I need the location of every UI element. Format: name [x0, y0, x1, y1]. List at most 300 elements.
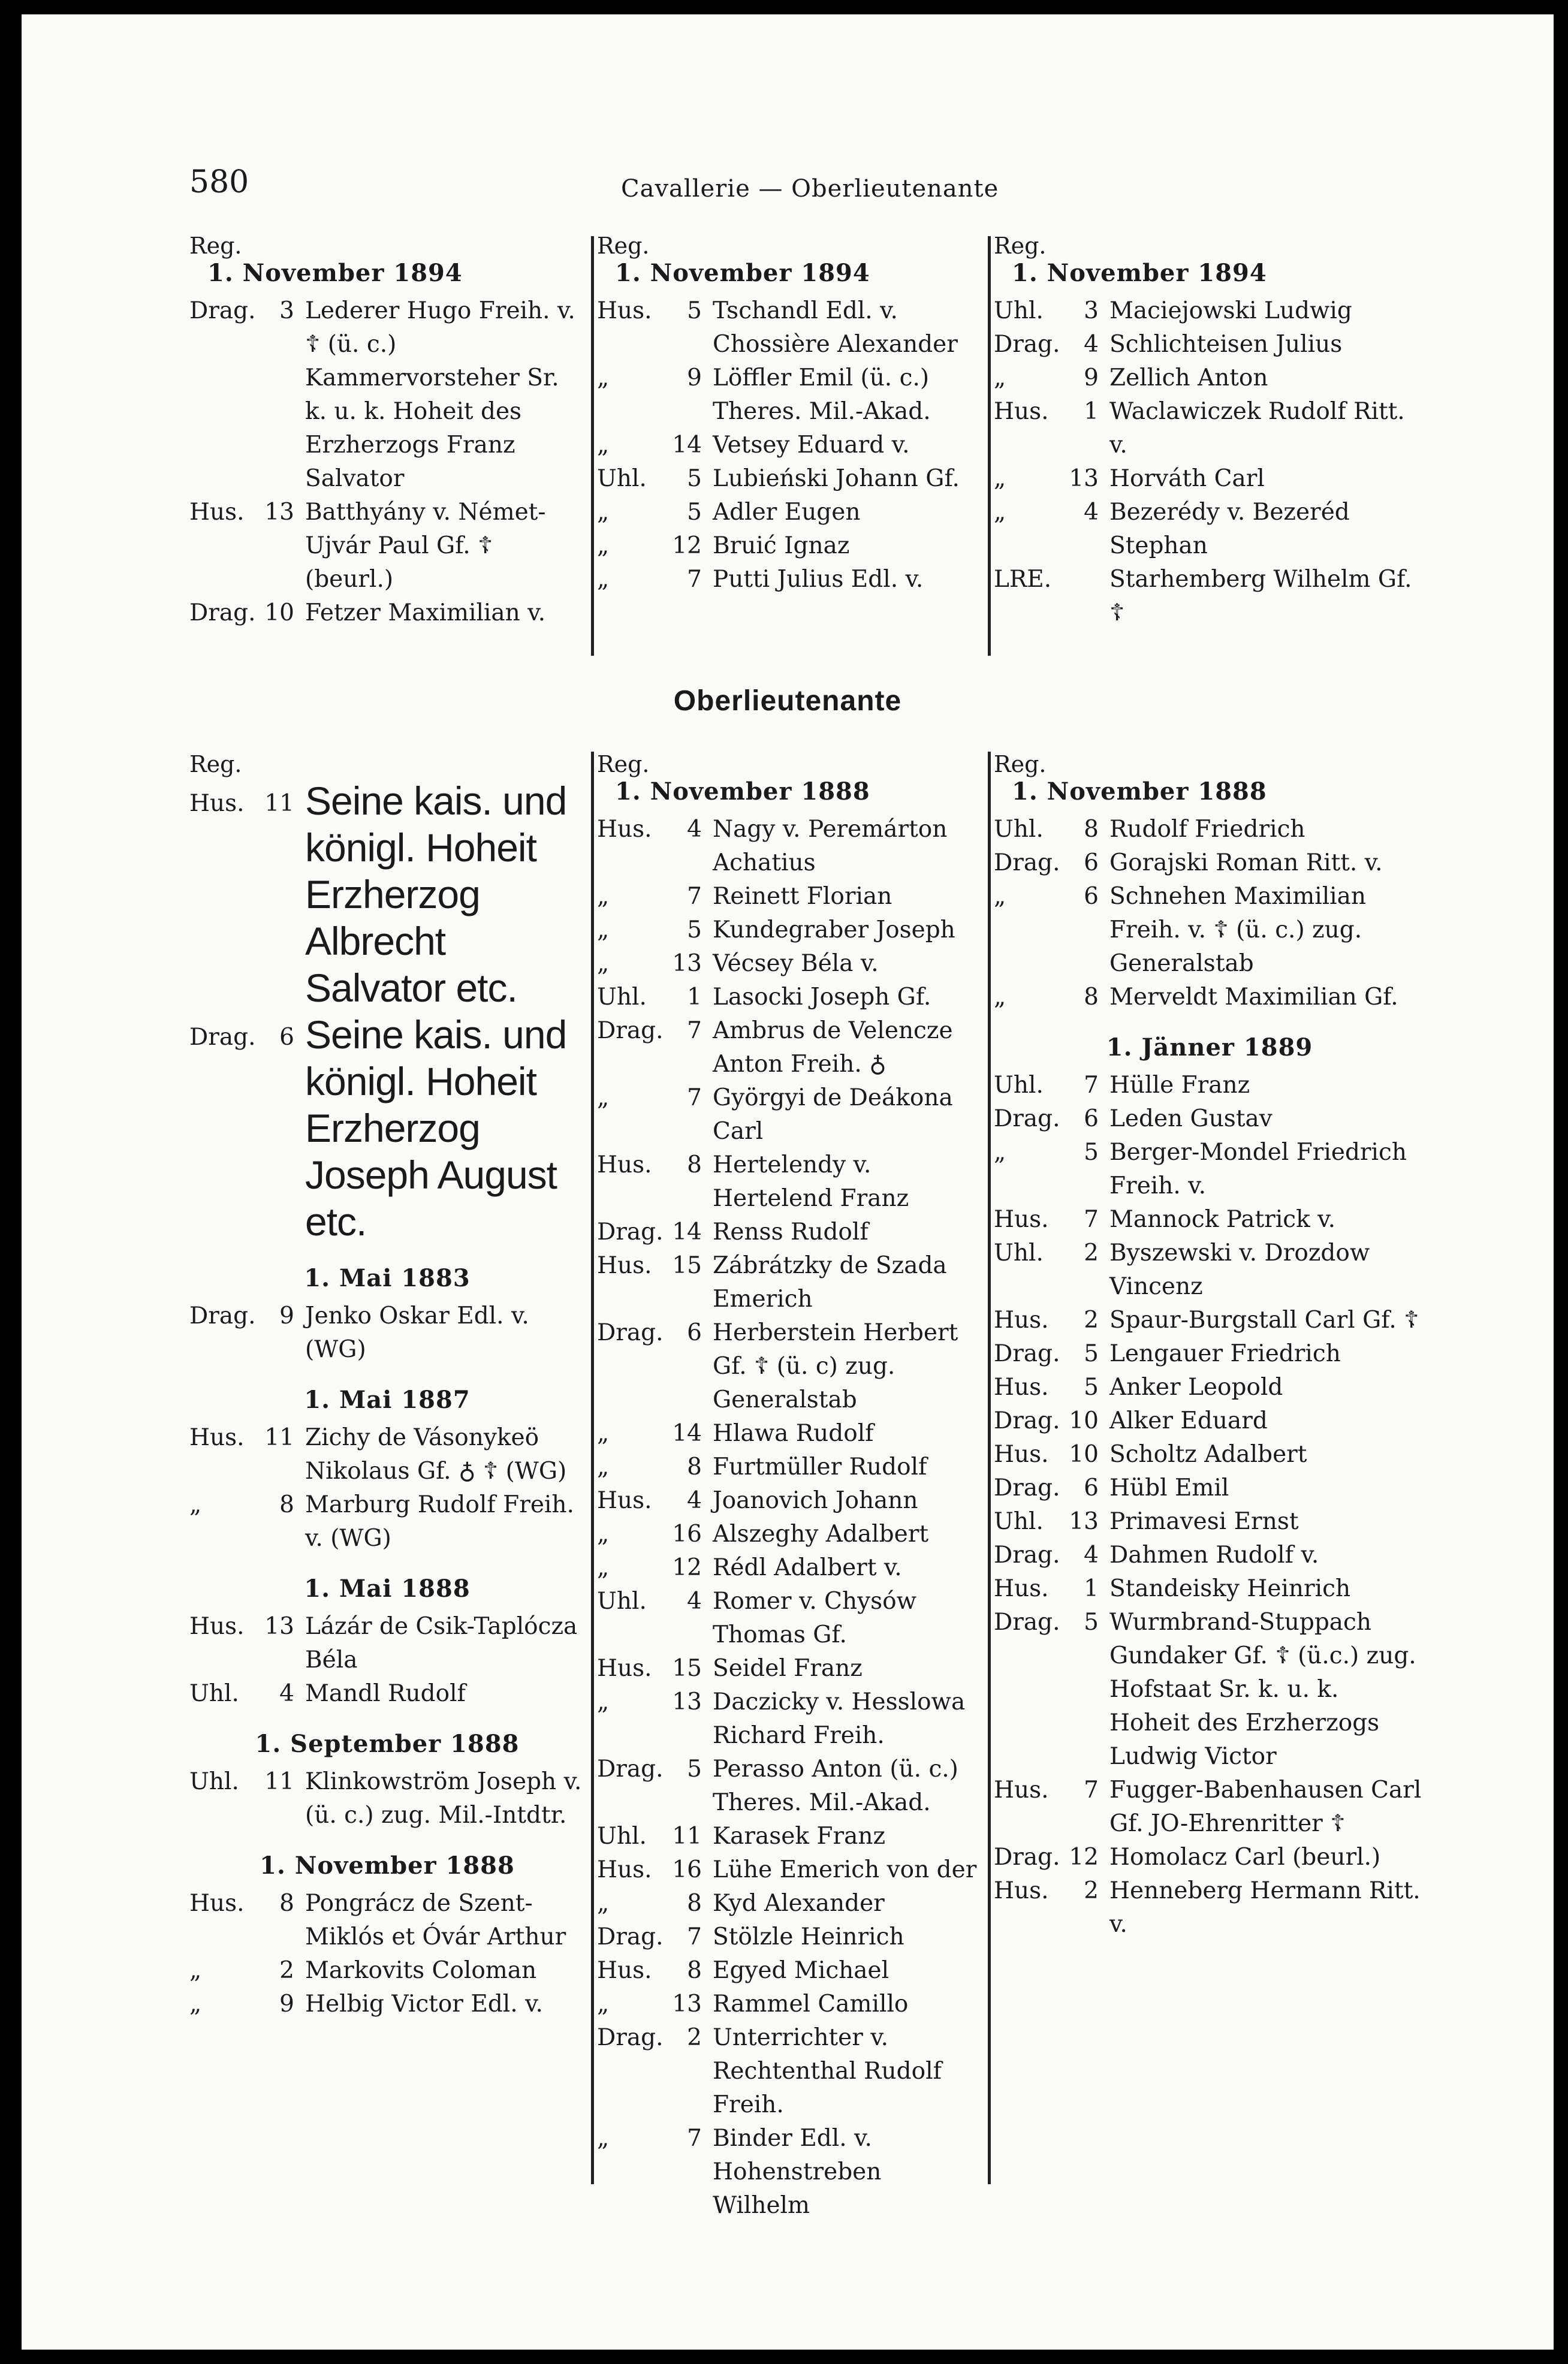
regiment-branch: Hus. — [597, 1487, 652, 1514]
list-entry — [597, 294, 981, 361]
list-entry — [597, 947, 981, 981]
list-entry — [994, 462, 1425, 496]
list-entry — [597, 1316, 981, 1417]
regiment-branch: Uhl. — [994, 297, 1044, 324]
regiment-branch: „ — [597, 883, 610, 910]
regiment-number: 8 — [687, 1890, 702, 1917]
date-heading: 1. Jänner 1889 — [1106, 1033, 1313, 1062]
regiment-branch: Uhl. — [994, 1508, 1044, 1535]
regiment-number: 4 — [1084, 331, 1099, 358]
regiment-number: 7 — [1084, 1206, 1099, 1233]
officer-name: Putti Julius Edl. v. — [713, 566, 924, 593]
officer-name: Henneberg Hermann Ritt. v. — [1109, 1877, 1421, 1938]
regiment-branch: Drag. — [994, 1105, 1060, 1132]
officer-name: Homolacz Carl (beurl.) — [1109, 1844, 1381, 1871]
list-entry — [189, 1488, 585, 1555]
officer-name: Zábrátzky de Szada Emerich — [713, 1252, 947, 1313]
regiment-branch: Drag. — [994, 1340, 1060, 1367]
list-entry — [994, 1841, 1425, 1874]
regiment-number: 4 — [1084, 1542, 1099, 1569]
regiment-branch: „ — [597, 1554, 610, 1581]
regiment-branch: „ — [597, 432, 610, 459]
list-entry — [994, 1539, 1425, 1572]
date-heading: 1. November 1888 — [260, 1852, 515, 1880]
regiment-number: 7 — [687, 1084, 702, 1111]
regiment-number: 16 — [672, 1856, 702, 1883]
officer-name: Reinett Florian — [713, 883, 892, 910]
list-entry — [994, 1102, 1425, 1136]
list-entry — [189, 1677, 585, 1711]
regiment-number: 5 — [687, 1756, 702, 1783]
regiment-number: 7 — [687, 2125, 702, 2152]
list-entry — [189, 1610, 585, 1677]
regiment-number: 12 — [672, 1554, 702, 1581]
regiment-branch: „ — [597, 950, 610, 977]
regiment-number: 6 — [687, 1319, 702, 1346]
list-entry — [597, 361, 981, 429]
officer-name: Romer v. Chysów Thomas Gf. — [713, 1588, 917, 1648]
list-entry — [994, 1438, 1425, 1472]
list-entry — [994, 328, 1425, 361]
regiment-number: 6 — [279, 1024, 294, 1051]
date-heading: 1. Mai 1888 — [304, 1575, 471, 1603]
list-entry — [994, 361, 1425, 395]
officer-name: Unterrichter v. Rechtenthal Rudolf Freih. — [713, 2024, 942, 2118]
regiment-number: 8 — [687, 1454, 702, 1480]
list-entry — [189, 596, 585, 630]
regiment-number: 5 — [687, 297, 702, 324]
reg-label: Reg. — [189, 233, 242, 259]
regiment-branch: Uhl. — [994, 816, 1044, 843]
list-entry — [597, 529, 981, 563]
date-heading: 1. November 1888 — [615, 777, 870, 806]
regiment-branch: „ — [597, 916, 610, 943]
regiment-number: 8 — [1084, 816, 1099, 843]
officer-name: Zichy de Vásonykeö Nikolaus Gf. ♁ ☦ (WG) — [305, 1424, 567, 1485]
list-entry — [597, 981, 981, 1014]
regiment-number: 8 — [1084, 984, 1099, 1011]
list-entry — [994, 1136, 1425, 1203]
list-entry — [994, 1304, 1425, 1337]
group-gap — [189, 1832, 585, 1846]
regiment-branch: „ — [597, 1084, 610, 1111]
list-entry — [994, 1069, 1425, 1102]
regiment-number: 13 — [1069, 465, 1099, 492]
list-entry — [189, 1421, 585, 1488]
date-heading: 1. November 1888 — [1012, 777, 1267, 806]
reg-label: Reg. — [994, 751, 1047, 777]
regiment-number — [1063, 563, 1109, 630]
officer-name: Wurmbrand-Stuppach Gundaker Gf. ☦ (ü.c.) zug. Hofstaat Sr. k. u. k. Hoheit des Erzherzogs Ludwig Victor — [1109, 1609, 1416, 1770]
officer-name: Stölzle Heinrich — [713, 1923, 904, 1950]
officer-name: Spaur-Burgstall Carl Gf. ☦ — [1109, 1307, 1419, 1334]
bottom-column-1 — [189, 749, 585, 2021]
officer-name: Anker Leopold — [1109, 1374, 1283, 1401]
list-entry — [597, 1518, 981, 1551]
regiment-number: 13 — [264, 1613, 294, 1640]
list-entry — [994, 880, 1425, 981]
regiment-number: 8 — [279, 1890, 294, 1917]
list-entry — [597, 2021, 981, 2122]
list-entry — [597, 563, 981, 596]
regiment-number: 13 — [264, 499, 294, 526]
officer-name: Marburg Rudolf Freih. v. (WG) — [305, 1491, 574, 1552]
officer-name: Fugger-Babenhausen Carl Gf. JO-Ehrenritter ☦ — [1109, 1777, 1422, 1837]
officer-name: Kyd Alexander — [713, 1890, 885, 1917]
officer-name: Nagy v. Peremárton Achatius — [713, 816, 948, 876]
group-gap — [189, 1245, 585, 1258]
officer-name: Adler Eugen — [713, 499, 861, 526]
regiment-branch: Drag. — [994, 1475, 1060, 1501]
list-entry — [189, 1988, 585, 2021]
list-entry — [597, 1853, 981, 1887]
date-heading: 1. Mai 1887 — [304, 1386, 471, 1414]
regiment-branch: „ — [597, 499, 610, 526]
officer-name: Perasso Anton (ü. c.) Theres. Mil.-Akad. — [713, 1756, 958, 1816]
regiment-branch: „ — [597, 1420, 610, 1447]
regiment-branch: „ — [994, 465, 1006, 492]
regiment-number: 5 — [1084, 1374, 1099, 1401]
regiment-number: 1 — [687, 984, 702, 1011]
regiment-number: 5 — [687, 465, 702, 492]
list-entry — [597, 1417, 981, 1451]
regiment-number: 7 — [687, 1923, 702, 1950]
regiment-number: 6 — [1084, 1475, 1099, 1501]
group-gap — [189, 1367, 585, 1380]
list-entry — [597, 496, 981, 529]
regiment-number: 4 — [279, 1680, 294, 1707]
regiment-number: 4 — [1084, 499, 1099, 526]
officer-name: Bezerédy v. Bezeréd Stephan — [1109, 499, 1350, 559]
officer-name: Primavesi Ernst — [1109, 1508, 1299, 1535]
officer-name: Daczicky v. Hesslowa Richard Freih. — [713, 1688, 966, 1749]
regiment-number: 3 — [279, 297, 294, 324]
regiment-branch: Hus. — [597, 1856, 652, 1883]
officer-name: Klinkowström Joseph v. (ü. c.) zug. Mil.-Intdtr. — [305, 1768, 582, 1829]
officer-name: Karasek Franz — [713, 1823, 886, 1850]
regiment-branch: Drag. — [994, 1407, 1060, 1434]
list-entry — [994, 496, 1425, 563]
list-entry — [994, 813, 1425, 846]
running-title: Cavallerie — Oberlieutenante — [621, 175, 999, 203]
top-column-2 — [597, 230, 981, 596]
regiment-branch: Drag. — [597, 1219, 664, 1246]
regiment-number: 9 — [279, 1991, 294, 2018]
regiment-branch: LRE. — [994, 566, 1052, 593]
regiment-number: 4 — [687, 1487, 702, 1514]
list-entry — [994, 294, 1425, 328]
officer-name: Lengauer Friedrich — [1109, 1340, 1341, 1367]
officer-name: Herberstein Herbert Gf. ☦ (ü. c) zug. Generalstab — [713, 1319, 958, 1413]
regiment-number: 11 — [264, 1768, 294, 1795]
list-entry — [597, 1988, 981, 2021]
regiment-number: 13 — [672, 950, 702, 977]
regiment-number: 10 — [1069, 1441, 1099, 1468]
officer-name: Seine kais. und königl. Hoheit Erzherzog Albrecht Salvator etc. — [305, 779, 567, 1010]
list-entry — [994, 395, 1425, 462]
regiment-branch: Drag. — [994, 331, 1060, 358]
list-entry — [597, 1216, 981, 1249]
section-title: Oberlieutenante — [673, 685, 902, 717]
regiment-number: 9 — [1084, 364, 1099, 391]
regiment-number: 6 — [1084, 849, 1099, 876]
regiment-branch: Hus. — [189, 1613, 245, 1640]
date-heading: 1. November 1894 — [615, 259, 870, 287]
column-rule — [591, 752, 594, 2184]
list-entry — [189, 294, 585, 496]
officer-name: Batthyány v. Német-Ujvár Paul Gf. ☦ (beurl.) — [305, 499, 546, 593]
officer-name: Hertelendy v. Hertelend Franz — [713, 1151, 909, 1212]
list-entry — [994, 563, 1425, 630]
regiment-number: 11 — [264, 790, 294, 817]
regiment-number: 12 — [672, 532, 702, 559]
officer-name: Zellich Anton — [1109, 364, 1268, 391]
regiment-number: 2 — [687, 2024, 702, 2051]
officer-name: Alker Eduard — [1109, 1407, 1268, 1434]
regiment-branch: Hus. — [994, 1877, 1049, 1904]
regiment-branch: Uhl. — [597, 1823, 647, 1850]
list-entry — [994, 1404, 1425, 1438]
regiment-branch: „ — [189, 1991, 202, 2018]
regiment-number: 2 — [1084, 1240, 1099, 1267]
officer-name: Horváth Carl — [1109, 465, 1265, 492]
officer-name: Standeisky Heinrich — [1109, 1575, 1351, 1602]
officer-name: Schlichteisen Julius — [1109, 331, 1343, 358]
regiment-number: 4 — [687, 816, 702, 843]
regiment-number: 5 — [1084, 1139, 1099, 1166]
regiment-branch: Drag. — [597, 1017, 664, 1044]
list-entry — [994, 1606, 1425, 1774]
regiment-number: 10 — [264, 599, 294, 626]
regiment-branch: „ — [994, 364, 1006, 391]
officer-name: Leden Gustav — [1109, 1105, 1273, 1132]
regiment-number: 8 — [279, 1491, 294, 1518]
regiment-branch: Drag. — [994, 1542, 1060, 1569]
date-heading: 1. November 1894 — [207, 259, 463, 287]
list-entry — [994, 1203, 1425, 1237]
list-entry — [597, 462, 981, 496]
regiment-number: 16 — [672, 1521, 702, 1548]
officer-name: Tschandl Edl. v. Chossière Alexander — [713, 297, 958, 358]
regiment-branch: Drag. — [189, 297, 256, 324]
regiment-branch: Drag. — [597, 1756, 664, 1783]
regiment-number: 9 — [687, 364, 702, 391]
regiment-number: 9 — [279, 1302, 294, 1329]
regiment-branch: Drag. — [189, 1024, 256, 1051]
officer-name: Seidel Franz — [713, 1655, 863, 1682]
officer-name: Rudolf Friedrich — [1109, 816, 1305, 843]
regiment-branch: Drag. — [597, 1923, 664, 1950]
regiment-number: 5 — [1084, 1609, 1099, 1636]
regiment-number: 14 — [672, 1219, 702, 1246]
column-rule — [988, 752, 991, 2184]
regiment-branch: Hus. — [597, 1151, 652, 1178]
officer-name: Maciejowski Ludwig — [1109, 297, 1352, 324]
list-entry — [994, 1472, 1425, 1505]
regiment-branch: Uhl. — [597, 1588, 647, 1615]
regiment-branch: Hus. — [189, 1424, 245, 1451]
column-rule — [988, 236, 991, 656]
list-entry — [597, 1249, 981, 1316]
reg-label: Reg. — [189, 751, 242, 777]
regiment-number: 2 — [1084, 1877, 1099, 1904]
regiment-number: 2 — [1084, 1307, 1099, 1334]
group-gap — [189, 1555, 585, 1569]
officer-name: Alszeghy Adalbert — [713, 1521, 929, 1548]
list-entry — [994, 1774, 1425, 1841]
list-entry — [189, 777, 585, 1011]
regiment-branch: „ — [994, 499, 1006, 526]
officer-name: Ambrus de Velencze Anton Freih. ♁ — [713, 1017, 953, 1078]
regiment-number: 1 — [1084, 1575, 1099, 1602]
regiment-branch: Hus. — [597, 1655, 652, 1682]
regiment-branch: Hus. — [994, 1777, 1049, 1804]
regiment-branch: „ — [597, 2125, 610, 2152]
list-entry — [597, 429, 981, 462]
officer-name: Scholtz Adalbert — [1109, 1441, 1307, 1468]
regiment-branch: Hus. — [189, 1890, 245, 1917]
list-entry — [597, 2122, 981, 2223]
officer-name: Gorajski Roman Ritt. v. — [1109, 849, 1383, 876]
regiment-number: 15 — [672, 1252, 702, 1279]
regiment-branch: „ — [994, 1139, 1006, 1166]
regiment-branch: Uhl. — [994, 1240, 1044, 1267]
group-gap — [994, 1014, 1425, 1027]
regiment-branch: Hus. — [994, 1206, 1049, 1233]
regiment-branch: „ — [597, 364, 610, 391]
regiment-number: 11 — [264, 1424, 294, 1451]
officer-name: Renss Rudolf — [713, 1219, 869, 1246]
officer-name: Seine kais. und königl. Hoheit Erzherzog Joseph August etc. — [305, 1012, 567, 1244]
regiment-branch: Hus. — [994, 1374, 1049, 1401]
regiment-branch: Hus. — [597, 816, 652, 843]
bottom-column-3 — [994, 749, 1425, 1941]
list-entry — [994, 1505, 1425, 1539]
regiment-branch: Drag. — [189, 1302, 256, 1329]
list-entry — [189, 1887, 585, 1954]
regiment-number: 10 — [1069, 1407, 1099, 1434]
bottom-column-2 — [597, 749, 981, 2223]
regiment-number: 6 — [1084, 1105, 1099, 1132]
regiment-branch: Uhl. — [189, 1680, 239, 1707]
list-entry — [189, 1954, 585, 1988]
regiment-branch: Drag. — [597, 1319, 664, 1346]
regiment-branch: Hus. — [189, 499, 245, 526]
list-entry — [597, 1451, 981, 1484]
regiment-number: 12 — [1069, 1844, 1099, 1871]
officer-name: Lederer Hugo Freih. v. ☦ (ü. c.) Kammervorsteher Sr. k. u. k. Hoheit des Erzherzogs Franz Salvator — [305, 297, 575, 492]
regiment-branch: Uhl. — [597, 984, 647, 1011]
list-entry — [994, 1874, 1425, 1941]
regiment-branch: „ — [994, 883, 1006, 910]
officer-name: Egyed Michael — [713, 1957, 889, 1984]
officer-name: Lázár de Csik-Taplócza Béla — [305, 1613, 578, 1674]
officer-name: Löffler Emil (ü. c.) Theres. Mil.-Akad. — [713, 364, 931, 425]
officer-name: Schnehen Maximilian Freih. v. ☦ (ü. c.) zug. Generalstab — [1109, 883, 1367, 977]
officer-name: Hlawa Rudolf — [713, 1420, 874, 1447]
officer-name: Starhemberg Wilhelm Gf. ☦ — [1109, 566, 1412, 626]
list-entry — [597, 1585, 981, 1652]
list-entry — [597, 1887, 981, 1920]
regiment-branch: Hus. — [994, 1307, 1049, 1334]
list-entry — [597, 1920, 981, 1954]
officer-name: Mandl Rudolf — [305, 1680, 466, 1707]
regiment-branch: Drag. — [994, 849, 1060, 876]
officer-name: Jenko Oskar Edl. v. (WG) — [305, 1302, 529, 1363]
regiment-number: 5 — [687, 499, 702, 526]
regiment-branch: „ — [597, 566, 610, 593]
regiment-branch: „ — [597, 1890, 610, 1917]
officer-name: Markovits Coloman — [305, 1957, 537, 1984]
officer-name: Lühe Emerich von der — [713, 1856, 977, 1883]
regiment-branch: „ — [597, 1688, 610, 1715]
officer-name: Kundegraber Joseph — [713, 916, 955, 943]
column-rule — [591, 236, 594, 656]
list-entry — [597, 1954, 981, 1988]
list-entry — [597, 1081, 981, 1148]
regiment-branch: „ — [597, 1454, 610, 1480]
list-entry — [597, 1484, 981, 1518]
officer-name: Hübl Emil — [1109, 1475, 1229, 1501]
list-entry — [994, 1371, 1425, 1404]
list-entry — [994, 1572, 1425, 1606]
regiment-branch: „ — [189, 1957, 202, 1984]
officer-name: Joanovich Johann — [713, 1487, 918, 1514]
page-number: 580 — [189, 164, 249, 200]
regiment-branch: Uhl. — [994, 1072, 1044, 1099]
regiment-branch: Hus. — [597, 297, 652, 324]
list-entry — [597, 1820, 981, 1853]
regiment-number: 7 — [1084, 1777, 1099, 1804]
regiment-branch: Hus. — [597, 1252, 652, 1279]
regiment-number: 13 — [672, 1991, 702, 2018]
list-entry — [994, 846, 1425, 880]
regiment-number: 14 — [672, 1420, 702, 1447]
regiment-number: 8 — [687, 1151, 702, 1178]
top-column-3 — [994, 230, 1425, 630]
list-entry — [994, 1237, 1425, 1304]
officer-name: Vetsey Eduard v. — [713, 432, 910, 459]
regiment-number: 13 — [1069, 1508, 1099, 1535]
regiment-number: 7 — [687, 1017, 702, 1044]
list-entry — [597, 1685, 981, 1753]
regiment-branch: Drag. — [597, 2024, 664, 2051]
regiment-branch: „ — [597, 1991, 610, 2018]
officer-name: Lasocki Joseph Gf. — [713, 984, 931, 1011]
list-entry — [597, 913, 981, 947]
regiment-branch: „ — [189, 1491, 202, 1518]
regiment-branch: „ — [994, 984, 1006, 1011]
officer-name: Dahmen Rudolf v. — [1109, 1542, 1319, 1569]
officer-name: Helbig Victor Edl. v. — [305, 1991, 543, 2018]
regiment-number: 13 — [672, 1688, 702, 1715]
regiment-branch: Drag. — [189, 599, 256, 626]
officer-name: Berger-Mondel Friedrich Freih. v. — [1109, 1139, 1407, 1199]
regiment-branch: Drag. — [994, 1609, 1060, 1636]
officer-name: Bruić Ignaz — [713, 532, 850, 559]
officer-name: Waclawiczek Rudolf Ritt. v. — [1109, 398, 1405, 459]
list-entry — [597, 1148, 981, 1216]
date-heading: 1. Mai 1883 — [304, 1264, 471, 1292]
list-entry — [597, 1753, 981, 1820]
reg-label: Reg. — [597, 751, 650, 777]
list-entry — [597, 1014, 981, 1081]
regiment-number: 7 — [687, 883, 702, 910]
list-entry — [597, 1551, 981, 1585]
reg-label: Reg. — [597, 233, 650, 259]
regiment-number: 1 — [1084, 398, 1099, 425]
officer-name: Merveldt Maximilian Gf. — [1109, 984, 1398, 1011]
